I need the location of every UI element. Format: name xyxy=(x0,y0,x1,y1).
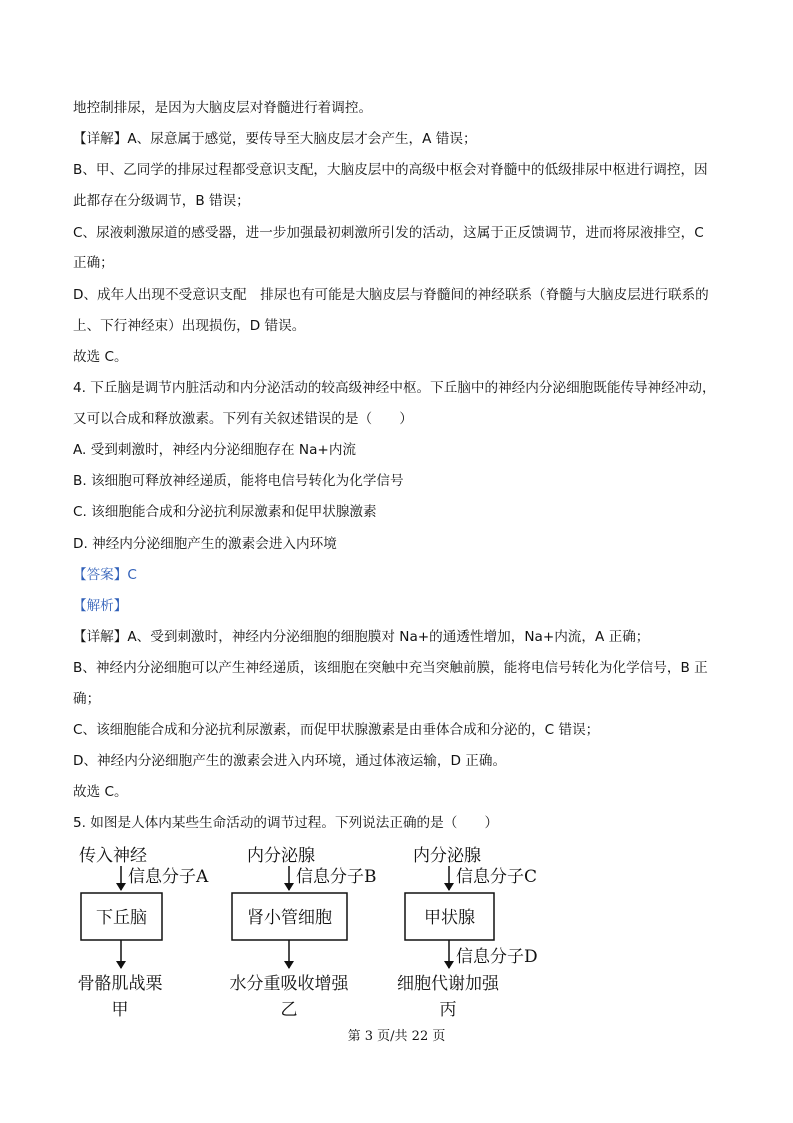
text-line: 【详解】A、尿意属于感觉，要传导至大脑皮层才会产生，A 错误； xyxy=(73,131,477,147)
text-line: B、甲、乙同学的排尿过程都受意识支配，大脑皮层中的高级中枢会对脊髓中的低级排尿中枢进行调控，因 xyxy=(73,162,708,178)
text-line: 确； xyxy=(73,691,101,707)
text-line: D、神经内分泌细胞产生的激素会进入内环境，通过体液运输，D 正确。 xyxy=(73,753,507,769)
question-5-stem: 5. 如图是人体内某些生命活动的调节过程。下列说法正确的是（ ） xyxy=(73,815,499,831)
option-a: A. 受到刺激时，神经内分泌细胞存在 Na+内流 xyxy=(73,442,357,458)
box-label: 肾小管细胞 xyxy=(247,908,332,928)
text-line: C、尿液刺激尿道的感受器，进一步加强最初刺激所引发的活动，这属于正反馈调节，进而将尿液排空，C xyxy=(73,225,704,241)
box-label: 甲状腺 xyxy=(424,908,475,928)
option-c: C. 该细胞能合成和分泌抗利尿激素和促甲状腺激素 xyxy=(73,504,377,520)
effect-name: 丙 xyxy=(439,1000,457,1020)
signal-b-label: 信息分子B xyxy=(296,867,377,887)
box-label: 下丘脑 xyxy=(96,908,147,928)
top-label-1: 传入神经 xyxy=(79,846,147,866)
top-label-3: 内分泌腺 xyxy=(413,846,481,866)
text-line: 【详解】A、受到刺激时，神经内分泌细胞的细胞膜对 Na+的通透性增加，Na+内流，A 正确； xyxy=(73,629,650,645)
question-4-stem: 又可以合成和释放激素。下列有关叙述错误的是（ ） xyxy=(73,411,413,427)
signal-d-label: 信息分子D xyxy=(456,947,538,967)
top-label-2: 内分泌腺 xyxy=(247,846,315,866)
text-line: 正确； xyxy=(73,255,114,271)
effect-label: 骨骼肌战栗 xyxy=(77,974,163,994)
text-line: 地控制排尿，是因为大脑皮层对脊髓进行着调控。 xyxy=(73,100,373,116)
option-b: B. 该细胞可释放神经递质，能将电信号转化为化学信号 xyxy=(73,473,404,489)
answer-label: 【答案】C xyxy=(73,567,137,583)
question-4-stem: 4. 下丘脑是调节内脏活动和内分泌活动的较高级神经中枢。下丘脑中的神经内分泌细胞既能传导神经冲动， xyxy=(73,380,716,396)
page-number: 第 3 页/共 22 页 xyxy=(347,1029,446,1044)
effect-label: 细胞代谢加强 xyxy=(397,974,499,994)
box-renal-tubule-cell xyxy=(232,893,347,940)
text-line: 此都存在分级调节，B 错误； xyxy=(73,193,250,209)
effect-name: 乙 xyxy=(280,1000,298,1020)
box-hypothalamus xyxy=(81,893,162,940)
text-line: 上、下行神经束）出现损伤，D 错误。 xyxy=(73,318,306,334)
effect-name: 甲 xyxy=(111,1000,129,1020)
text-line: D、成年人出现不受意识支配 排尿也有可能是大脑皮层与脊髓间的神经联系（脊髓与大脑皮层进行联系的 xyxy=(73,287,709,303)
effect-label: 水分重吸收增强 xyxy=(229,974,349,994)
text-line: 故选 C。 xyxy=(73,349,128,365)
text-line: 故选 C。 xyxy=(73,784,128,800)
signal-c-label: 信息分子C xyxy=(456,867,538,887)
signal-a-label: 信息分子A xyxy=(128,867,209,887)
option-d: D. 神经内分泌细胞产生的激素会进入内环境 xyxy=(73,536,337,552)
text-line: B、神经内分泌细胞可以产生神经递质，该细胞在突触中充当突触前膜，能将电信号转化为化学信号，B 正 xyxy=(73,660,708,676)
analysis-label: 【解析】 xyxy=(73,598,128,614)
text-line: C、该细胞能合成和分泌抗利尿激素，而促甲状腺激素是由垂体合成和分泌的，C 错误； xyxy=(73,722,600,738)
box-thyroid xyxy=(405,893,494,940)
